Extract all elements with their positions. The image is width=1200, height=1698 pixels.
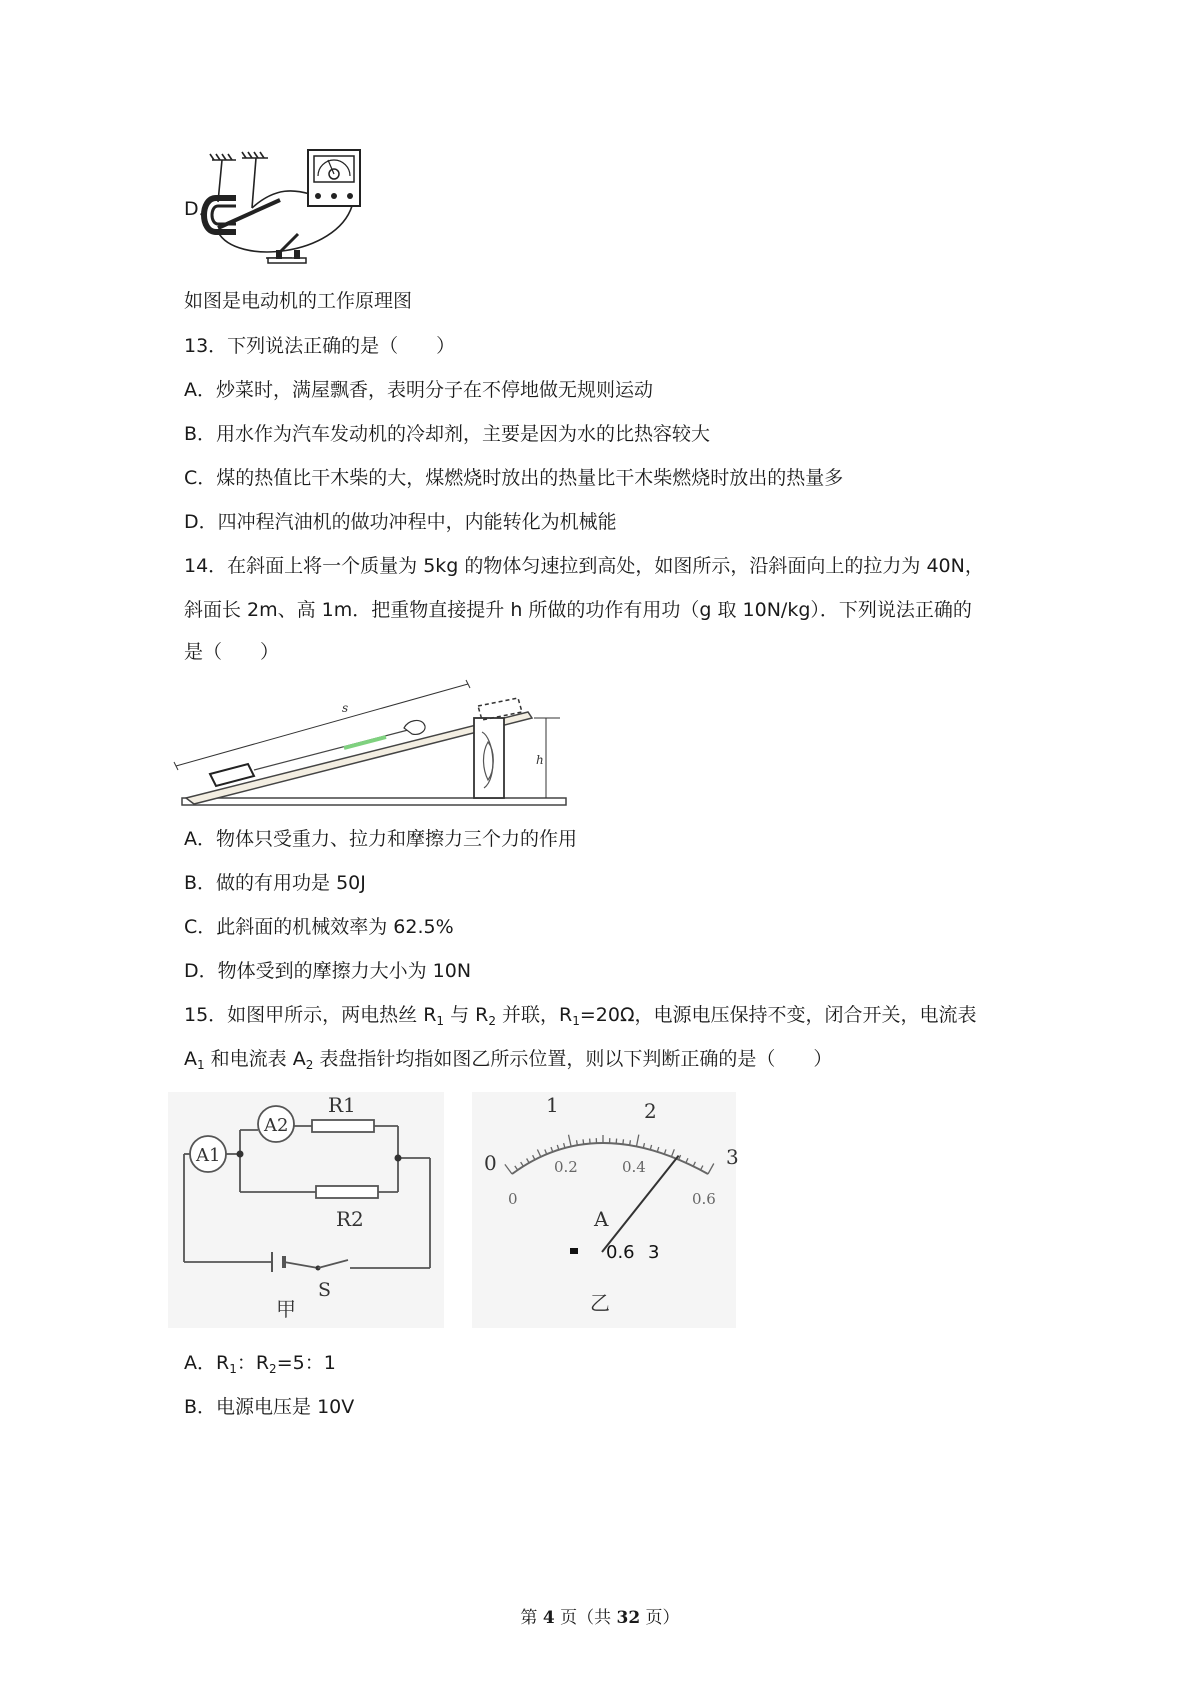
q15-option-a: A．$R_1$：$R_2=5$：1 <box>184 1352 336 1376</box>
circuit-caption: 甲 <box>276 1297 296 1321</box>
q14-option-d: D．物体受到的摩擦力大小为 10N <box>184 960 472 982</box>
q14-stem-line2: 斜面长 2m、高 1m．把重物直接提升 h 所做的功作有用功（g 取 10N/kg）．下列说法正确的 <box>184 599 972 621</box>
q14-option-b: B．做的有用功是 50J <box>184 872 366 894</box>
lower-scale-06: 0.6 <box>692 1190 716 1208</box>
q13-stem: 13．下列说法正确的是（ ） <box>184 335 456 357</box>
terminal-negative-icon <box>570 1248 578 1254</box>
incline-s-label: s <box>342 701 349 715</box>
resistor-r2-label: R2 <box>336 1207 364 1231</box>
ammeter-a2-label: A2 <box>264 1115 289 1136</box>
q13-option-c: C．煤的热值比干木柴的大，煤燃烧时放出的热量比干木柴燃烧时放出的热量多 <box>184 467 844 489</box>
ammeter-dial <box>472 1092 739 1328</box>
q14-stem-line3: 是（ ） <box>184 641 280 663</box>
switch-s-label: S <box>318 1279 332 1301</box>
meter-unit: A <box>594 1207 609 1231</box>
upper-scale-3: 3 <box>726 1145 739 1169</box>
q12-option-d-label: D． <box>184 198 218 220</box>
circuit-diagram <box>168 1092 444 1328</box>
q13-option-b: B．用水作为汽车发动机的冷却剂，主要是因为水的比热容较大 <box>184 423 711 445</box>
dial-tick <box>583 1139 584 1144</box>
q14-option-a: A．物体只受重力、拉力和摩擦力三个力的作用 <box>184 828 577 850</box>
q14-stem-line1: 14．在斜面上将一个质量为 5kg 的物体匀速拉到高处，如图所示，沿斜面向上的拉力为 40N， <box>184 555 984 577</box>
page-footer: 第 4 页（共 32 页） <box>520 1608 680 1628</box>
terminal-3: 3 <box>648 1242 660 1263</box>
upper-scale-1: 1 <box>546 1093 559 1117</box>
dial-tick <box>577 1140 578 1145</box>
q15-stem-line2: $A_1$ 和电流表 $A_2$ 表盘指针均指如图乙所示位置，则以下判断正确的是（ ） <box>184 1048 833 1072</box>
upper-scale-0: 0 <box>484 1151 497 1175</box>
dial-tick <box>623 1139 624 1144</box>
resistor-r1-label: R1 <box>328 1093 356 1117</box>
dial-tick <box>630 1140 631 1145</box>
meter-caption: 乙 <box>590 1291 610 1315</box>
ammeter-a1-label: A1 <box>196 1145 221 1166</box>
q12-caption: 如图是电动机的工作原理图 <box>184 290 413 312</box>
terminal-06: 0.6 <box>606 1242 635 1263</box>
lower-scale-04: 0.4 <box>622 1158 646 1176</box>
lower-scale-0: 0 <box>508 1190 518 1208</box>
motor-principle-figure <box>196 146 368 270</box>
incline-h-label: h <box>536 753 544 767</box>
q14-option-c: C．此斜面的机械效率为 62.5% <box>184 916 454 938</box>
q13-option-d: D．四冲程汽油机的做功冲程中，内能转化为机械能 <box>184 511 617 533</box>
upper-scale-2: 2 <box>644 1099 657 1123</box>
incline-figure <box>172 668 576 810</box>
q15-stem-line1: 15．如图甲所示，两电热丝 $R_1$ 与 $R_2$ 并联，$R_1=20\Omega$，电源电压保持不变，闭合开关，电流表 <box>184 1004 977 1028</box>
q13-option-a: A．炒菜时，满屋飘香，表明分子在不停地做无规则运动 <box>184 379 653 401</box>
q15-option-b: B．电源电压是 10V <box>184 1396 355 1418</box>
lower-scale-02: 0.2 <box>554 1158 578 1176</box>
